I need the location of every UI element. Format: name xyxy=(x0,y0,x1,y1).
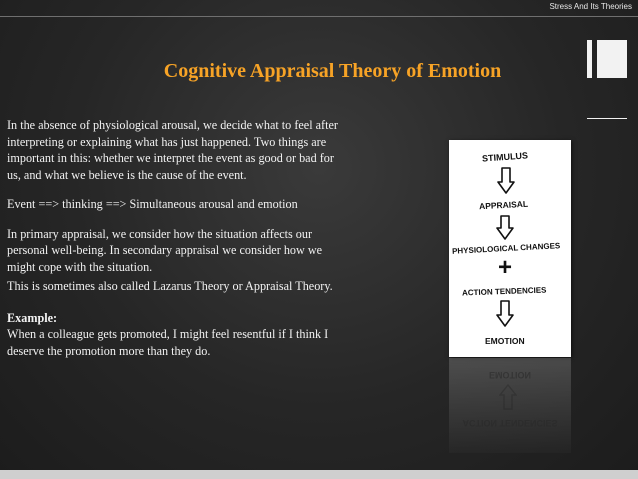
appraisal-flow-diagram xyxy=(449,140,571,357)
paragraph-sequence: Event ==> thinking ==> Simultaneous arousal and emotion xyxy=(7,197,298,211)
up-arrow-icon xyxy=(499,384,517,410)
reflection-emotion: EMOTION xyxy=(489,370,531,380)
footer-bar xyxy=(0,470,638,479)
step-appraisal: APPRAISAL xyxy=(478,198,529,212)
down-arrow-icon xyxy=(496,300,514,327)
step-physiological-changes: PHYSIOLOGICAL CHANGES xyxy=(451,241,561,256)
down-arrow-icon xyxy=(496,215,514,240)
slide-title: Cognitive Appraisal Theory of Emotion xyxy=(163,60,502,82)
diagram-reflection xyxy=(449,358,571,453)
step-stimulus: STIMULUS xyxy=(481,150,529,164)
paragraph-appraisal-types: In primary appraisal, we consider how the situation affects our personal well-being. In secondary appraisal we consider how we might cope with the situation. xyxy=(7,226,323,274)
paragraph-definition: In the absence of physiological arousal, we decide what to feel after interpreting or explaining what has just happened. Two things are important in this: whether we interpret the event as good or bad for us, and what we believe is the cause of the event. xyxy=(7,118,338,182)
slide-body xyxy=(7,117,342,359)
presentation-header: Stress And Its Theories xyxy=(549,2,632,11)
example-text: When a colleague gets promoted, I might feel resentful if I think I deserve the promotion more than they do. xyxy=(7,327,329,358)
paragraph-alternate-names: This is sometimes also called Lazarus Theory or Appraisal Theory. xyxy=(7,279,333,293)
example-label: Example: xyxy=(7,310,58,325)
reflection-action-tendencies: ACTION TENDENCIES xyxy=(462,418,558,428)
step-action-tendencies: ACTION TENDENCIES xyxy=(461,285,547,298)
header-divider xyxy=(0,16,638,17)
step-emotion: EMOTION xyxy=(485,336,525,346)
down-arrow-icon xyxy=(497,167,515,194)
plus-icon: + xyxy=(498,254,513,281)
bar-underline xyxy=(587,118,627,119)
